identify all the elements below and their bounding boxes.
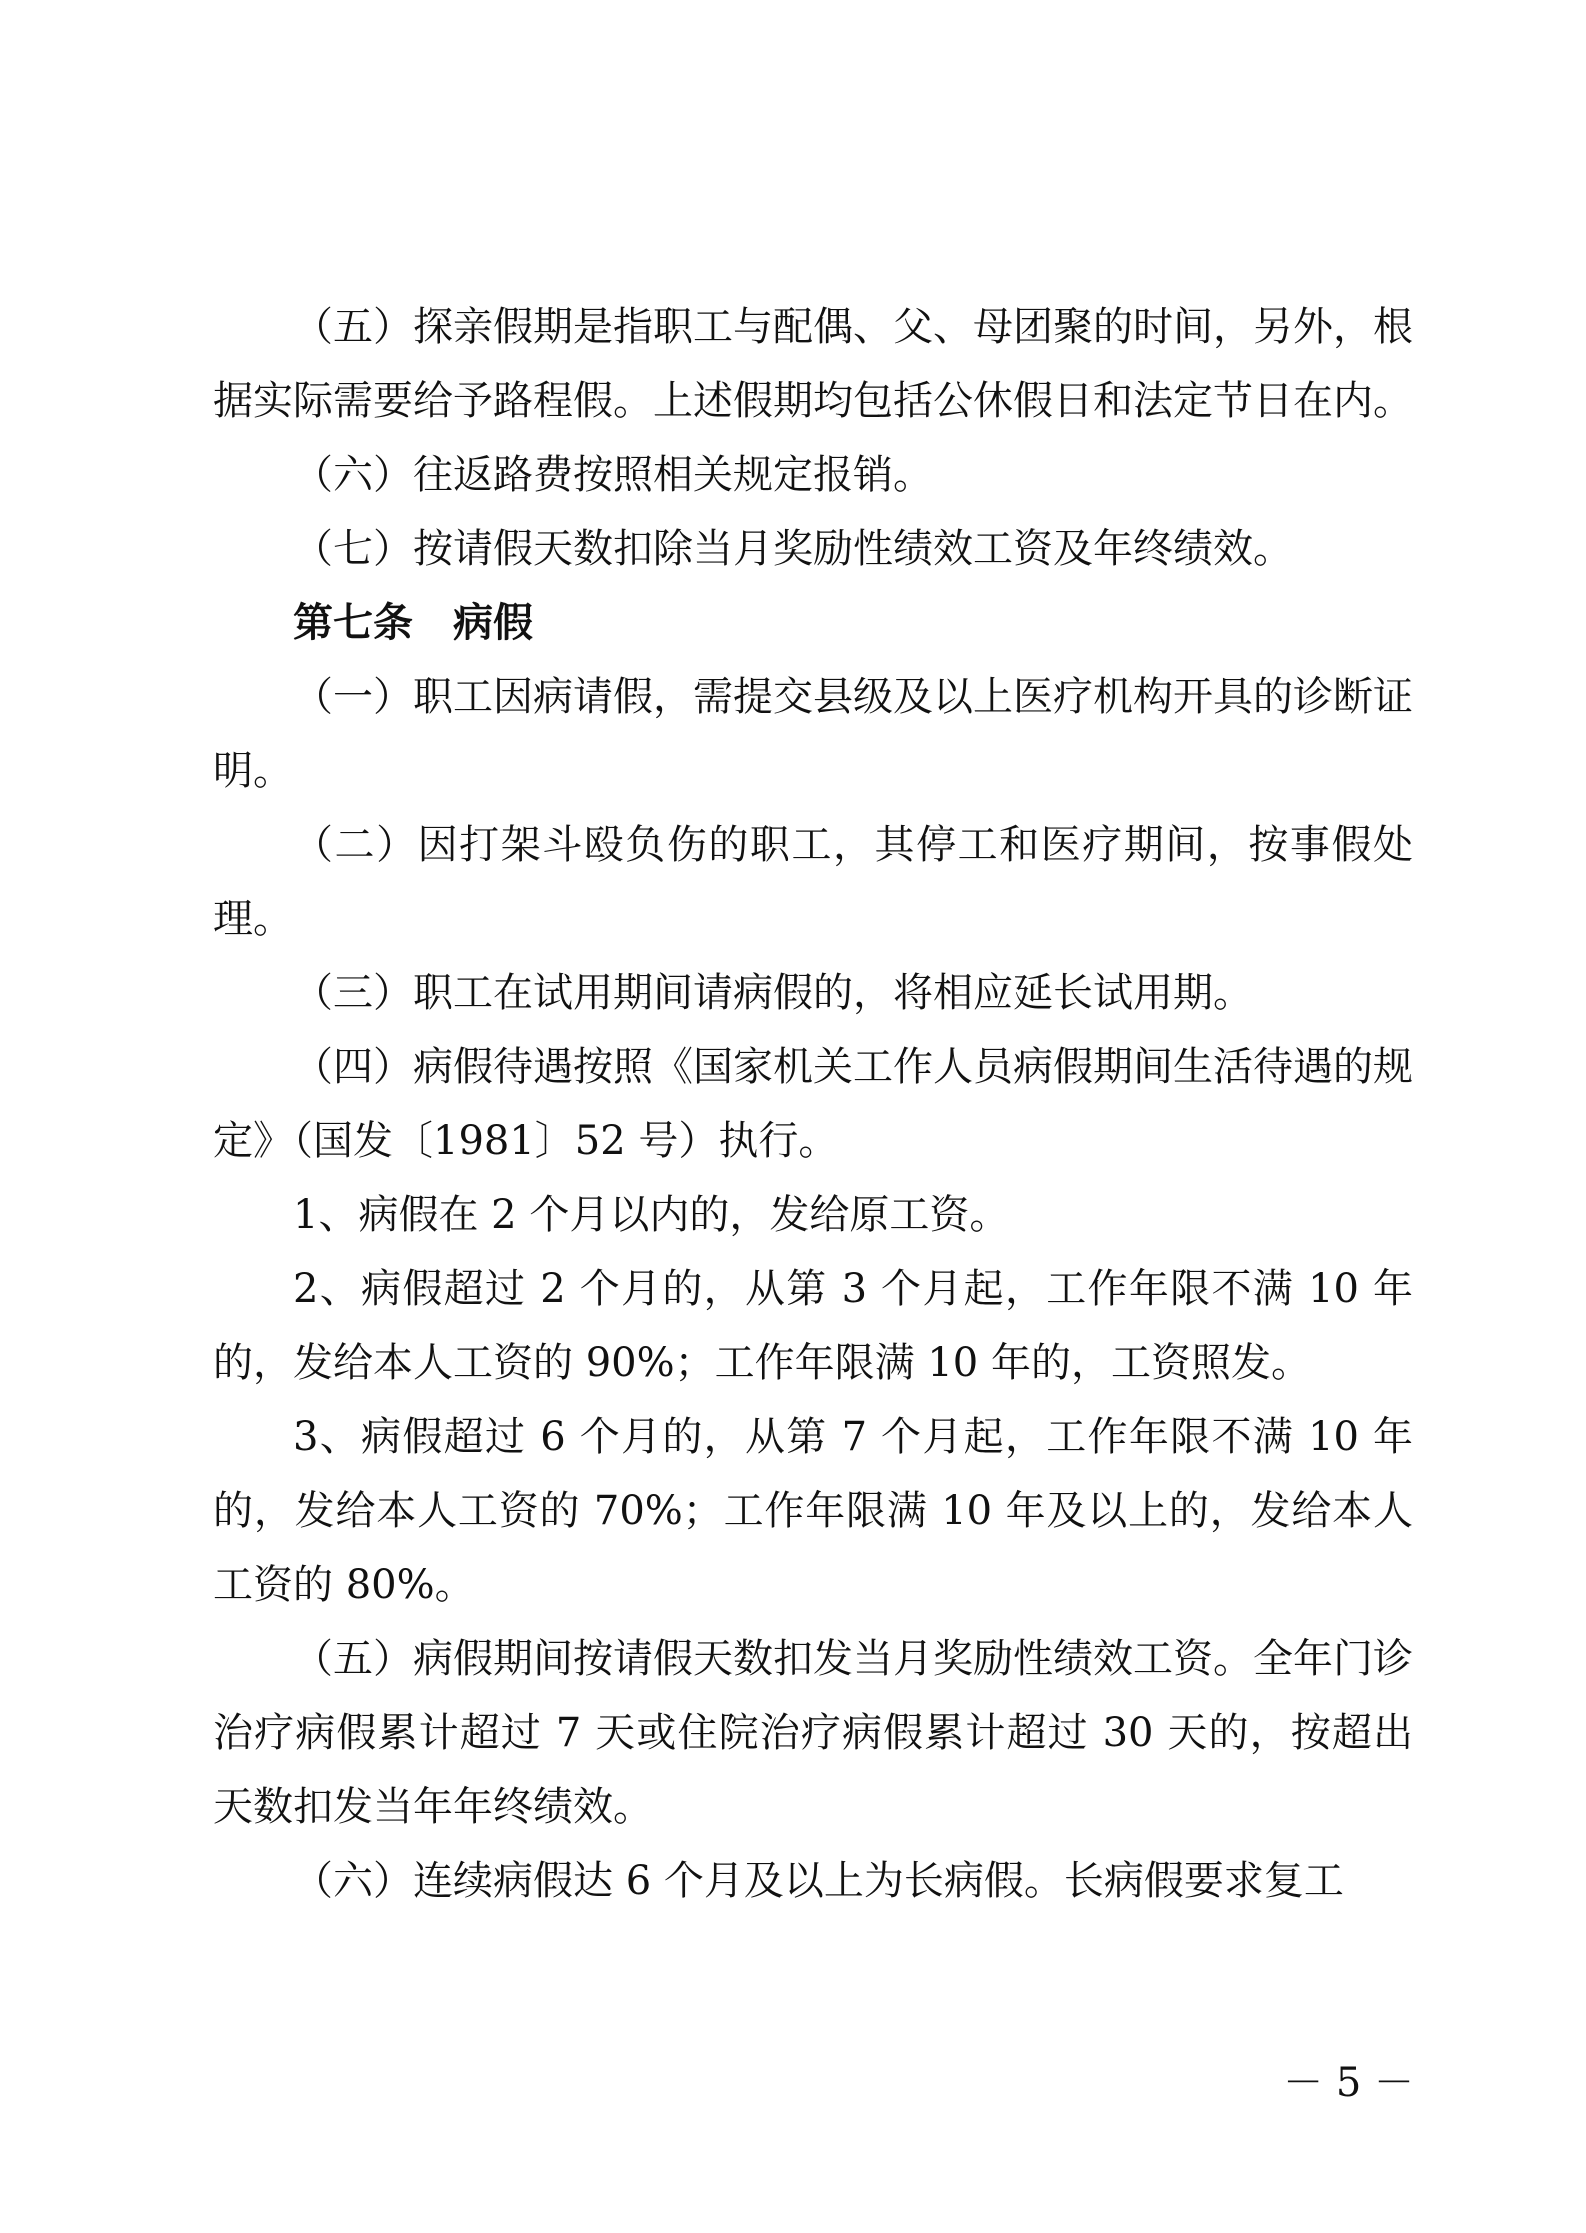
list-item-within-two-months: 1、病假在 2 个月以内的，发给原工资。 <box>293 1192 1010 1238</box>
paragraph-travel-expenses: （六）往返路费按照相关规定报销。 <box>293 452 933 498</box>
paragraph-long-sick-leave: （六）连续病假达 6 个月及以上为长病假。长病假要求复工 <box>293 1858 1344 1904</box>
paragraph-fight-injury: （二）因打架斗殴负伤的职工，其停工和医疗期间，按事假处理。 <box>213 822 1413 942</box>
paragraph-sick-leave-certificate: （一）职工因病请假，需提交县级及以上医疗机构开具的诊断证明。 <box>213 674 1413 794</box>
article-number: 第七条 <box>293 600 413 646</box>
paragraph-performance-pay-deduction: （五）病假期间按请假天数扣发当月奖励性绩效工资。全年门诊治疗病假累计超过 7 天或住院治疗病假累计超过 30 天的，按超出天数扣发当年年终绩效。 <box>213 1636 1413 1830</box>
article-title: 病假 <box>453 600 533 646</box>
page-number: － 5 － <box>1283 2060 1414 2106</box>
paragraph-probation-extension: （三）职工在试用期间请病假的，将相应延长试用期。 <box>293 970 1253 1016</box>
paragraph-leave-deduction: （七）按请假天数扣除当月奖励性绩效工资及年终绩效。 <box>293 526 1293 572</box>
list-item-over-six-months: 3、病假超过 6 个月的，从第 7 个月起，工作年限不满 10 年的，发给本人工资的 70%；工作年限满 10 年及以上的，发给本人工资的 80%。 <box>213 1414 1413 1608</box>
list-item-over-two-months: 2、病假超过 2 个月的，从第 3 个月起，工作年限不满 10 年的，发给本人工资的 90%；工作年限满 10 年的，工资照发。 <box>213 1266 1413 1386</box>
article-seven-heading <box>213 586 1413 660</box>
document-body <box>213 290 1413 1918</box>
paragraph-home-leave-duration: （五）探亲假期是指职工与配偶、父、母团聚的时间，另外，根据实际需要给予路程假。上述假期均包括公休假日和法定节日在内。 <box>213 304 1413 424</box>
paragraph-sick-leave-treatment: （四）病假待遇按照《国家机关工作人员病假期间生活待遇的规定》（国发〔1981〕52 号）执行。 <box>213 1044 1413 1164</box>
